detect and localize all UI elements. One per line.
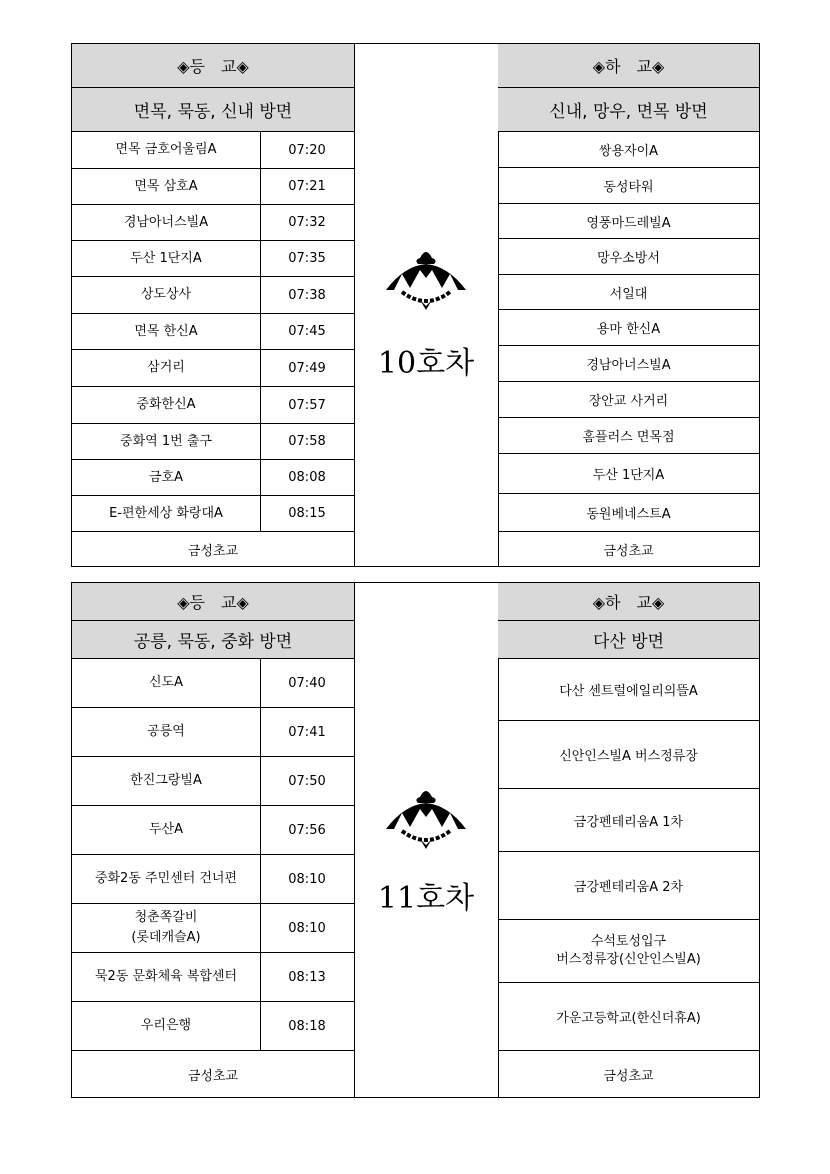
morning-stop-row [72,708,354,757]
stop-name: 묵2동 문화체육 복합센터 [72,953,261,1001]
stop-time: 07:40 [288,675,326,691]
afternoon-title: ◈하 교◈ [498,44,759,88]
morning-stop-row [72,424,354,460]
stop-name: 공릉역 [72,708,261,756]
morning-stop-row [72,496,354,532]
afternoon-stop-row: 가운고등학교(한신더휴A) [498,983,759,1051]
afternoon-stop-row: 쌍용자이A [498,132,759,168]
afternoon-destination: 금성초교 [603,1068,654,1084]
afternoon-stop-row: 동원베네스트A [498,494,759,532]
stop-time: 07:57 [288,397,326,413]
afternoon-stop-row: 수석토성입구 버스정류장(신안인스빌A) [498,920,759,983]
afternoon-stop-row: 홈플러스 면목점 [498,418,759,454]
afternoon-stop-row: 동성타워 [498,168,759,204]
stop-name: 삼거리 [72,350,261,386]
morning-stop-row [72,350,354,387]
stop-time: 07:32 [288,215,326,230]
morning-stop-row [72,659,354,708]
afternoon-stop-row: 용마 한신A [498,310,759,346]
morning-stop-row [72,132,354,169]
stop-name: 면목 금호어울림A [72,132,261,168]
afternoon-title: ◈하 교◈ [498,583,759,621]
afternoon-stop-row: 신안인스빌A 버스정류장 [498,721,759,789]
stop-time: 08:08 [288,470,326,485]
stop-time: 08:18 [288,1018,326,1034]
bus-number: 11호차 [377,881,475,916]
morning-direction: 공릉, 묵동, 중화 방면 [72,621,354,659]
stop-time: 08:13 [288,969,326,985]
stop-time: 07:38 [288,287,326,303]
afternoon-direction: 다산 방면 [498,621,759,659]
stop-name: 한진그랑빌A [72,757,261,805]
morning-stop-row [72,855,354,904]
bus-emblem-panel [354,44,499,566]
afternoon-stop-row: 장안교 사거리 [498,382,759,418]
stop-time: 07:21 [288,179,326,194]
afternoon-stop-row: 경남아너스빌A [498,346,759,382]
stop-time: 07:35 [288,251,326,266]
afternoon-stop-row: 망우소방서 [498,239,759,275]
morning-stop-row [72,314,354,350]
stop-name: 중화역 1번 출구 [72,424,261,459]
morning-stop-row [72,806,354,855]
stop-time: 07:56 [288,822,326,838]
afternoon-stop-row: 영풍마드레빌A [498,204,759,239]
stop-name: 면목 한신A [72,314,261,349]
afternoon-stop-row: 다산 센트럴에일리의뜰A [498,659,759,721]
bus-table-10 [71,43,760,567]
stop-name: 금호A [72,460,261,495]
morning-destination: 금성초교 [187,1068,239,1084]
stop-name: E-편한세상 화랑대A [72,496,261,531]
morning-stop-row [72,277,354,314]
stop-time: 07:45 [288,324,326,339]
stop-name: 두산 1단지A [72,241,261,276]
stop-time: 08:15 [288,506,326,521]
bus-number: 10호차 [377,346,475,381]
stop-name: 면목 삼호A [72,169,261,204]
school-emblem-icon [376,783,476,853]
morning-destination: 금성초교 [187,543,239,559]
stop-name: 중화2동 주민센터 건너편 [72,855,261,903]
stop-time: 08:10 [288,871,326,887]
morning-stop-row [72,205,354,241]
bus-table-11 [71,582,760,1098]
stop-time: 07:58 [288,434,326,449]
morning-stop-row [72,387,354,424]
morning-title: ◈등 교◈ [72,44,354,88]
bus-emblem-panel [354,583,499,1097]
morning-column [72,583,355,1097]
afternoon-column [498,583,759,1097]
stop-name: 두산A [72,806,261,854]
stop-name: 중화한신A [72,387,261,423]
morning-stop-row [72,904,354,953]
stop-time: 08:10 [288,920,326,936]
afternoon-stop-row: 서일대 [498,275,759,310]
afternoon-direction: 신내, 망우, 면목 방면 [498,88,759,132]
stop-name: 상도상사 [72,277,261,313]
morning-title: ◈등 교◈ [72,583,354,621]
morning-stop-row [72,460,354,496]
stop-name: 청춘쪽갈비 (롯데캐슬A) [72,904,261,952]
afternoon-stop-row: 금강펜테리움A 2차 [498,852,759,920]
morning-stop-row [72,241,354,277]
morning-column [72,44,355,566]
stop-time: 07:20 [288,142,326,158]
stop-name: 신도A [72,659,261,707]
morning-stop-row [72,1002,354,1051]
morning-direction: 면목, 묵동, 신내 방면 [72,88,354,132]
afternoon-stop-row: 금강펜테리움A 1차 [498,789,759,852]
afternoon-stop-row: 두산 1단지A [498,454,759,494]
stop-time: 07:41 [288,724,326,740]
afternoon-destination: 금성초교 [603,543,654,559]
stop-time: 07:50 [288,773,326,789]
stop-time: 07:49 [288,360,326,376]
morning-stop-row [72,169,354,205]
stop-name: 우리은행 [72,1002,261,1050]
afternoon-column [498,44,759,566]
morning-stop-row [72,953,354,1002]
morning-stop-row [72,757,354,806]
stop-name: 경남아너스빌A [72,205,261,240]
school-emblem-icon [376,244,476,314]
